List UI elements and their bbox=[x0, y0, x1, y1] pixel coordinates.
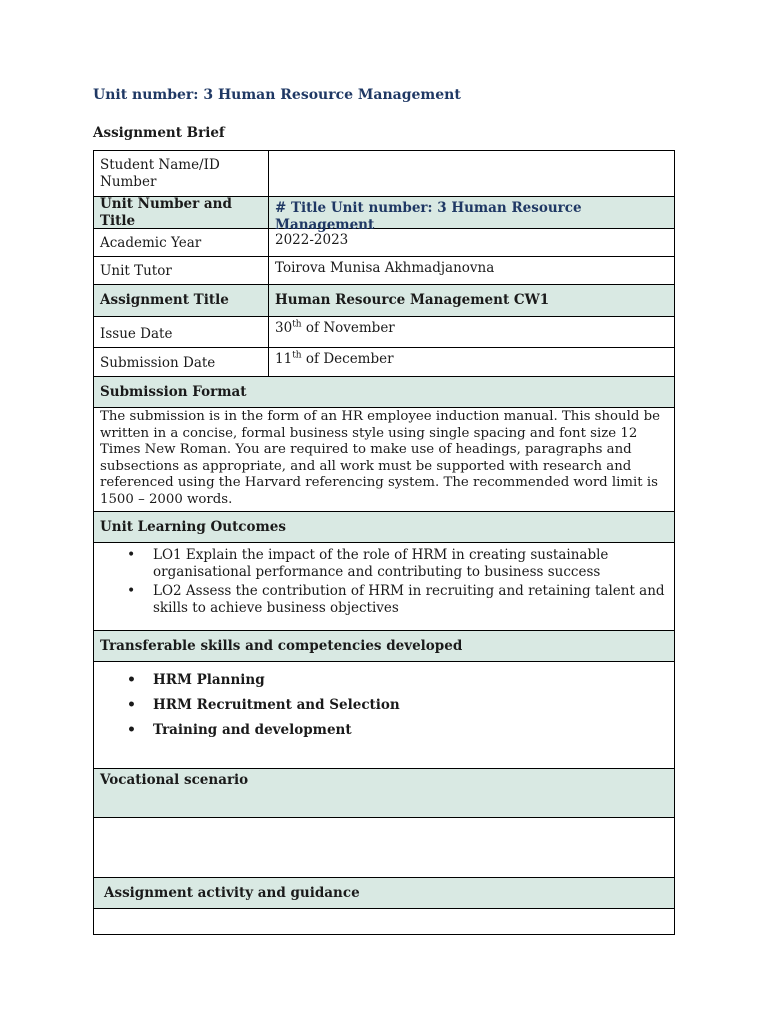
unit-tutor-value: Toirova Munisa Akhmadjanovna bbox=[275, 260, 495, 276]
learning-outcomes-body bbox=[94, 543, 674, 630]
assignment-activity-heading-row bbox=[94, 877, 674, 908]
student-row bbox=[94, 151, 674, 196]
academic-year-label: Academic Year bbox=[94, 229, 269, 256]
unit-tutor-row bbox=[94, 256, 674, 284]
skills-body bbox=[94, 662, 674, 768]
skills-row bbox=[94, 661, 674, 768]
assignment-brief-heading: Assignment Brief bbox=[93, 125, 225, 141]
skills-list bbox=[100, 672, 668, 739]
student-value[interactable] bbox=[269, 151, 674, 196]
issue-date-suffix: th bbox=[292, 319, 302, 330]
submission-date-label: Submission Date bbox=[94, 348, 269, 376]
unit-value: # Title Unit number: 3 Human Resource Management bbox=[275, 200, 582, 233]
issue-date-value bbox=[269, 317, 674, 347]
assignment-activity-body bbox=[94, 909, 674, 934]
submission-format-heading: Submission Format bbox=[100, 383, 247, 400]
submission-date-value bbox=[269, 348, 674, 376]
student-label: Student Name/ID Number bbox=[94, 151, 269, 196]
assignment-brief-table bbox=[93, 150, 675, 935]
issue-date-row bbox=[94, 316, 674, 347]
submission-format-heading-row bbox=[94, 376, 674, 407]
skills-heading: Transferable skills and competencies developed bbox=[100, 637, 463, 654]
submission-format-text: The submission is in the form of an HR employee induction manual. This should be written in a concise, formal business style using single spacing and font size 12 Times New Roman. You are required to make use of headings, paragraphs and subsections as appropriate, and all work must be supported with research and referenced using the Harvard referencing system. The recommended word limit is 1500 – 2000 words. bbox=[100, 409, 660, 507]
submission-date-suffix: th bbox=[292, 350, 302, 361]
academic-year-value: 2022-2023 bbox=[275, 232, 349, 248]
assignment-title-value: Human Resource Management CW1 bbox=[275, 292, 550, 308]
list-item: • LO1 Explain the impact of the role of HRM in creating sustainable organisational performance and contributing to business success bbox=[100, 547, 668, 581]
unit-heading: Unit number: 3 Human Resource Management bbox=[93, 87, 461, 103]
issue-date-month: of November bbox=[301, 320, 395, 336]
learning-outcomes-row bbox=[94, 542, 674, 630]
submission-date-day: 11 bbox=[275, 351, 293, 367]
list-item: • HRM Planning bbox=[100, 672, 668, 689]
assignment-title-row bbox=[94, 284, 674, 316]
vocational-scenario-row bbox=[94, 817, 674, 877]
submission-format-row bbox=[94, 407, 674, 511]
vocational-scenario-heading-row bbox=[94, 768, 674, 817]
list-item: • HRM Recruitment and Selection bbox=[100, 697, 668, 714]
vocational-scenario-heading: Vocational scenario bbox=[100, 772, 249, 788]
skills-heading-row bbox=[94, 630, 674, 661]
issue-date-day: 30 bbox=[275, 320, 293, 336]
assignment-title-label: Assignment Title bbox=[94, 285, 269, 316]
assignment-activity-heading: Assignment activity and guidance bbox=[104, 884, 360, 901]
submission-date-row bbox=[94, 347, 674, 376]
list-item: • Training and development bbox=[100, 722, 668, 739]
vocational-scenario-body bbox=[94, 818, 674, 877]
learning-outcomes-heading-row bbox=[94, 511, 674, 542]
unit-row bbox=[94, 195, 674, 233]
issue-date-label: Issue Date bbox=[94, 317, 269, 347]
unit-tutor-label: Unit Tutor bbox=[94, 257, 269, 284]
assignment-activity-row bbox=[94, 908, 674, 934]
learning-outcomes-list bbox=[100, 547, 668, 617]
submission-date-month: of December bbox=[301, 351, 394, 367]
unit-label: Unit Number and Title bbox=[94, 197, 269, 228]
academic-year-row bbox=[94, 228, 674, 256]
learning-outcomes-heading: Unit Learning Outcomes bbox=[100, 518, 287, 535]
list-item: • LO2 Assess the contribution of HRM in recruiting and retaining talent and skills to achieve business objectives bbox=[100, 583, 668, 617]
